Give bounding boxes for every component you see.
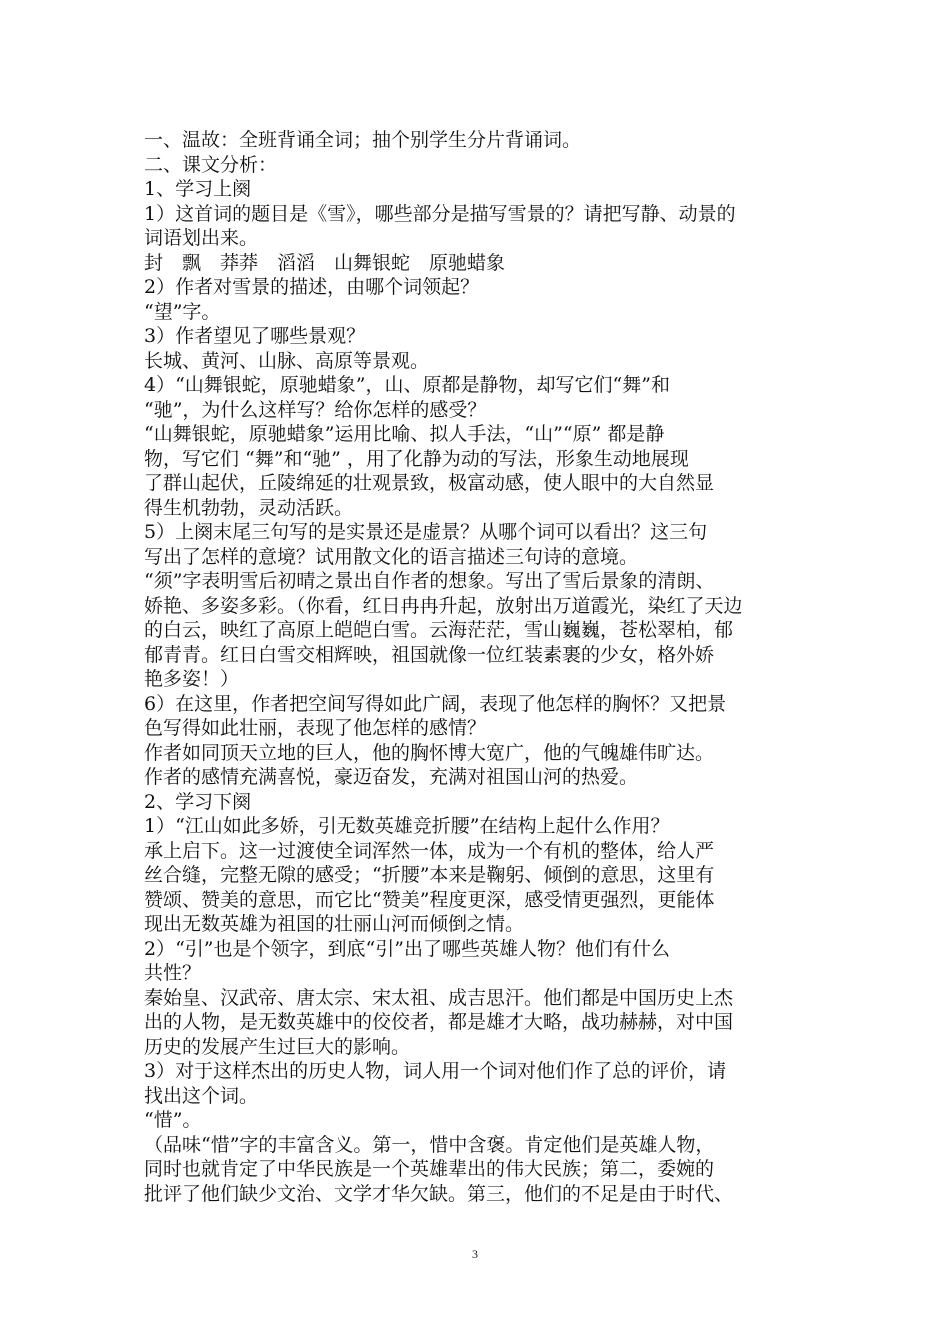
answer-line: 作者的感情充满喜悦，豪迈奋发，充满对祖国山河的热爱。 [144, 766, 639, 788]
answer-line: 艳多姿！） [144, 668, 240, 690]
section-heading-review: 一、温故：全班背诵全词；抽个别学生分片背诵词。 [144, 129, 582, 151]
question-line: “驰”，为什么这样写？给你怎样的感受？ [144, 398, 487, 421]
answer-line: 出的人物，是无数英雄中的佼佼者，都是雄才大略，战功赫赫，对中国 [144, 1011, 734, 1033]
question-line: 词语划出来。 [144, 227, 259, 249]
answer-line: 郁青青。红日白雪交相辉映，祖国就像一位红装素裹的少女，格外娇 [144, 643, 715, 666]
answer-line: 赞颂、赞美的意思，而它比“赞美”程度更深，感受情更强烈，更能体 [144, 888, 715, 911]
document-body [144, 128, 814, 1206]
question-line: 5）上阕末尾三句写的是实景还是虚景？从哪个词可以看出？这三句 [144, 521, 708, 543]
answer-line: “山舞银蛇，原驰蜡象”运用比喻、拟人手法，“山”“原” 都是静 [144, 423, 665, 445]
question-line: 3）作者望见了哪些景观？ [144, 325, 366, 347]
answer-line: 同时也就肯定了中华民族是一个英雄辈出的伟大民族；第二，委婉的 [144, 1158, 715, 1180]
question-line: 找出这个词。 [144, 1084, 259, 1107]
question-line: 写出了怎样的意境？试用散文化的语言描述三句诗的意境。 [144, 545, 639, 568]
answer-line: 现出无数英雄为祖国的壮丽山河而倾倒之情。 [144, 913, 525, 935]
answer-line: （品味“惜”字的丰富含义。第一，惜中含褒。肯定他们是英雄人物， [144, 1133, 715, 1156]
answer-line: “望”字。 [144, 300, 221, 323]
answer-line: “须”字表明雪后初晴之景出自作者的想象。写出了雪后景象的清朗、 [144, 570, 715, 592]
answer-line: 承上启下。这一过渡使全词浑然一体，成为一个有机的整体，给人严 [144, 839, 715, 862]
question-line: 1）这首词的题目是《雪》，哪些部分是描写雪景的？请把写静、动景的 [144, 202, 736, 225]
answer-line: 丝合缝，完整无隙的感受；“折腰”本来是鞠躬、倾倒的意思，这里有 [144, 864, 715, 886]
answer-line: 封 飘 莽莽 滔滔 山舞银蛇 原驰蜡象 [144, 251, 506, 274]
question-line: 1）“江山如此多娇，引无数英雄竞折腰”在结构上起什么作用？ [144, 815, 670, 837]
answer-line: 物，写它们 “舞”和“驰” ，用了化静为动的写法，形象生动地展现 [144, 447, 689, 470]
section-heading-analysis: 二、课文分析： [144, 153, 278, 176]
answer-line: 秦始皇、汉武帝、唐太宗、宋太祖、成吉思汗。他们都是中国历史上杰 [144, 986, 734, 1009]
question-line: 色写得如此壮丽，表现了他怎样的感情？ [144, 717, 487, 739]
answer-line: 得生机勃勃，灵动活跃。 [144, 496, 354, 519]
answer-line: 历史的发展产生过巨大的影响。 [144, 1035, 411, 1058]
question-line: 6）在这里，作者把空间写得如此广阔，表现了他怎样的胸怀？又把景 [144, 692, 727, 715]
question-line: 2）“引”也是个领字，到底“引”出了哪些英雄人物？他们有什么 [144, 937, 670, 960]
page-number: 3 [472, 1247, 478, 1261]
answer-line: 的白云，映红了高原上皑皑白雪。云海茫茫，雪山巍巍，苍松翠柏，郁 [144, 619, 734, 641]
question-line: 4）“山舞银蛇，原驰蜡象”，山、原都是静物，却写它们“舞”和 [144, 374, 670, 396]
answer-line: “惜”。 [144, 1109, 202, 1131]
question-line: 3）对于这样杰出的历史人物，词人用一个词对他们作了总的评价，请 [144, 1060, 727, 1082]
answer-line: 娇艳、多姿多彩。（你看，红日冉冉升起，放射出万道霞光，染红了天边 [144, 594, 743, 617]
answer-line: 批评了他们缺少文治、文学才华欠缺。第三，他们的不足是由于时代、 [144, 1182, 734, 1205]
question-line: 2）作者对雪景的描述，由哪个词领起？ [144, 276, 480, 298]
subheading-upper-stanza: 1、学习上阕 [144, 178, 252, 200]
answer-line: 了群山起伏，丘陵绵延的壮观景致，极富动感，使人眼中的大自然显 [144, 472, 715, 494]
answer-line: 作者如同顶天立地的巨人，他的胸怀博大宽广，他的气魄雄伟旷达。 [144, 741, 715, 764]
question-line: 共性？ [144, 962, 202, 984]
answer-line: 长城、黄河、山脉、高原等景观。 [144, 349, 430, 372]
subheading-lower-stanza: 2、学习下阕 [144, 790, 252, 813]
